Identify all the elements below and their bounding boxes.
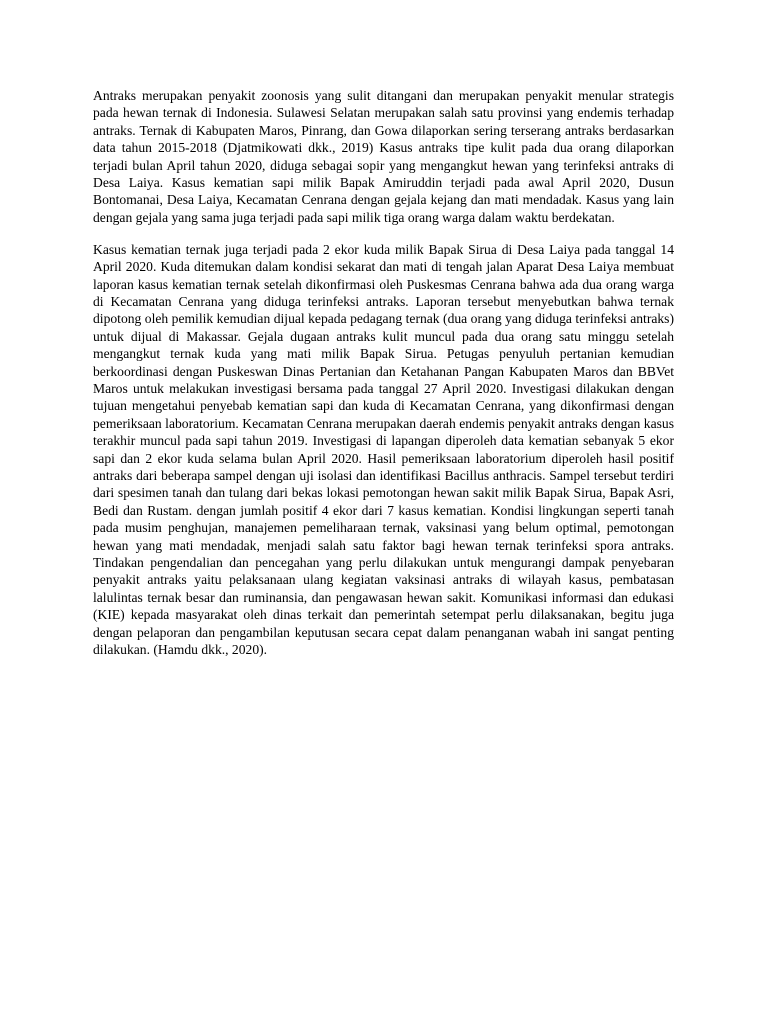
paragraph-2: Kasus kematian ternak juga terjadi pada 2 ekor kuda milik Bapak Sirua di Desa Laiya pada tanggal 14 April 2020. Kuda ditemukan dalam kondisi sekarat dan mati di tengah jalan Aparat Desa Laiya membuat laporan kasus kematian ternak setelah dikonfirmasi oleh Puskesmas Cenrana bahwa ada dua orang warga di Kecamatan Cenrana yang diduga terinfeksi antraks. Laporan tersebut menyebutkan bahwa ternak dipotong oleh pemilik kemudian dijual kepada pedagang ternak (dua orang yang diduga terinfeksi antraks) untuk dijual di Makassar. Gejala dugaan antraks kulit muncul pada dua orang satu minggu setelah mengangkut ternak kuda yang mati milik Bapak Sirua. Petugas penyuluh pertanian kemudian berkoordinasi dengan Puskeswan Dinas Pertanian dan Ketahanan Pangan Kabupaten Maros dan BBVet Maros untuk melakukan investigasi bersama pada tanggal 27 April 2020. Investigasi dilakukan dengan tujuan mengetahui penyebab kematian sapi dan kuda di Kecamatan Cenrana, yang dikonfirmasi dengan pemeriksaan laboratorium. Kecamatan Cenrana merupakan daerah endemis penyakit antraks dengan kasus terakhir muncul pada sapi tahun 2019. Investigasi di lapangan diperoleh data kematian sebanyak 5 ekor sapi dan 2 ekor kuda selama bulan April 2020. Hasil pemeriksaan laboratorium diperoleh hasil positif antraks dari beberapa sampel dengan uji isolasi dan identifikasi Bacillus anthracis. Sampel tersebut terdiri dari spesimen tanah dan tulang dari bekas lokasi pemotongan hewan sakit milik Bapak Sirua, Bapak Asri, Bedi dan Rustam. dengan jumlah positif 4 ekor dari 7 kasus kematian. Kondisi lingkungan seperti tanah pada musim penghujan, manajemen pemeliharaan ternak, vaksinasi yang belum optimal, pemotongan hewan yang mati mendadak, menjadi salah satu faktor bagi hewan ternak terinfeksi spora antraks. Tindakan pengendalian dan pencegahan yang perlu dilakukan untuk mengurangi dampak penyebaran penyakit antraks yaitu pelaksanaan ulang kegiatan vaksinasi antraks di wilayah kasus, pembatasan lalulintas ternak besar dan ruminansia, dan pengawasan hewan sakit. Komunikasi informasi dan edukasi (KIE) kepada masyarakat oleh dinas terkait dan pemerintah setempat perlu dilaksanakan, begitu juga dengan pelaporan dan pengambilan keputusan secara cepat dalam penanganan wabah ini sangat penting dilakukan. (Hamdu dkk., 2020).: [93, 241, 674, 658]
document-body: [93, 87, 674, 659]
paragraph-1: Antraks merupakan penyakit zoonosis yang sulit ditangani dan merupakan penyakit menular strategis pada hewan ternak di Indonesia. Sulawesi Selatan merupakan salah satu provinsi yang endemis terhadap antraks. Ternak di Kabupaten Maros, Pinrang, dan Gowa dilaporkan sering terserang antraks berdasarkan data tahun 2015-2018 (Djatmikowati dkk., 2019) Kasus antraks tipe kulit pada dua orang dilaporkan terjadi bulan April tahun 2020, diduga sebagai sopir yang mengangkut hewan yang terinfeksi antraks di Desa Laiya. Kasus kematian sapi milik Bapak Amiruddin terjadi pada awal April 2020, Dusun Bontomanai, Desa Laiya, Kecamatan Cenrana dengan gejala kejang dan mati mendadak. Kasus yang lain dengan gejala yang sama juga terjadi pada sapi milik tiga orang warga dalam waktu berdekatan.: [93, 88, 674, 225]
